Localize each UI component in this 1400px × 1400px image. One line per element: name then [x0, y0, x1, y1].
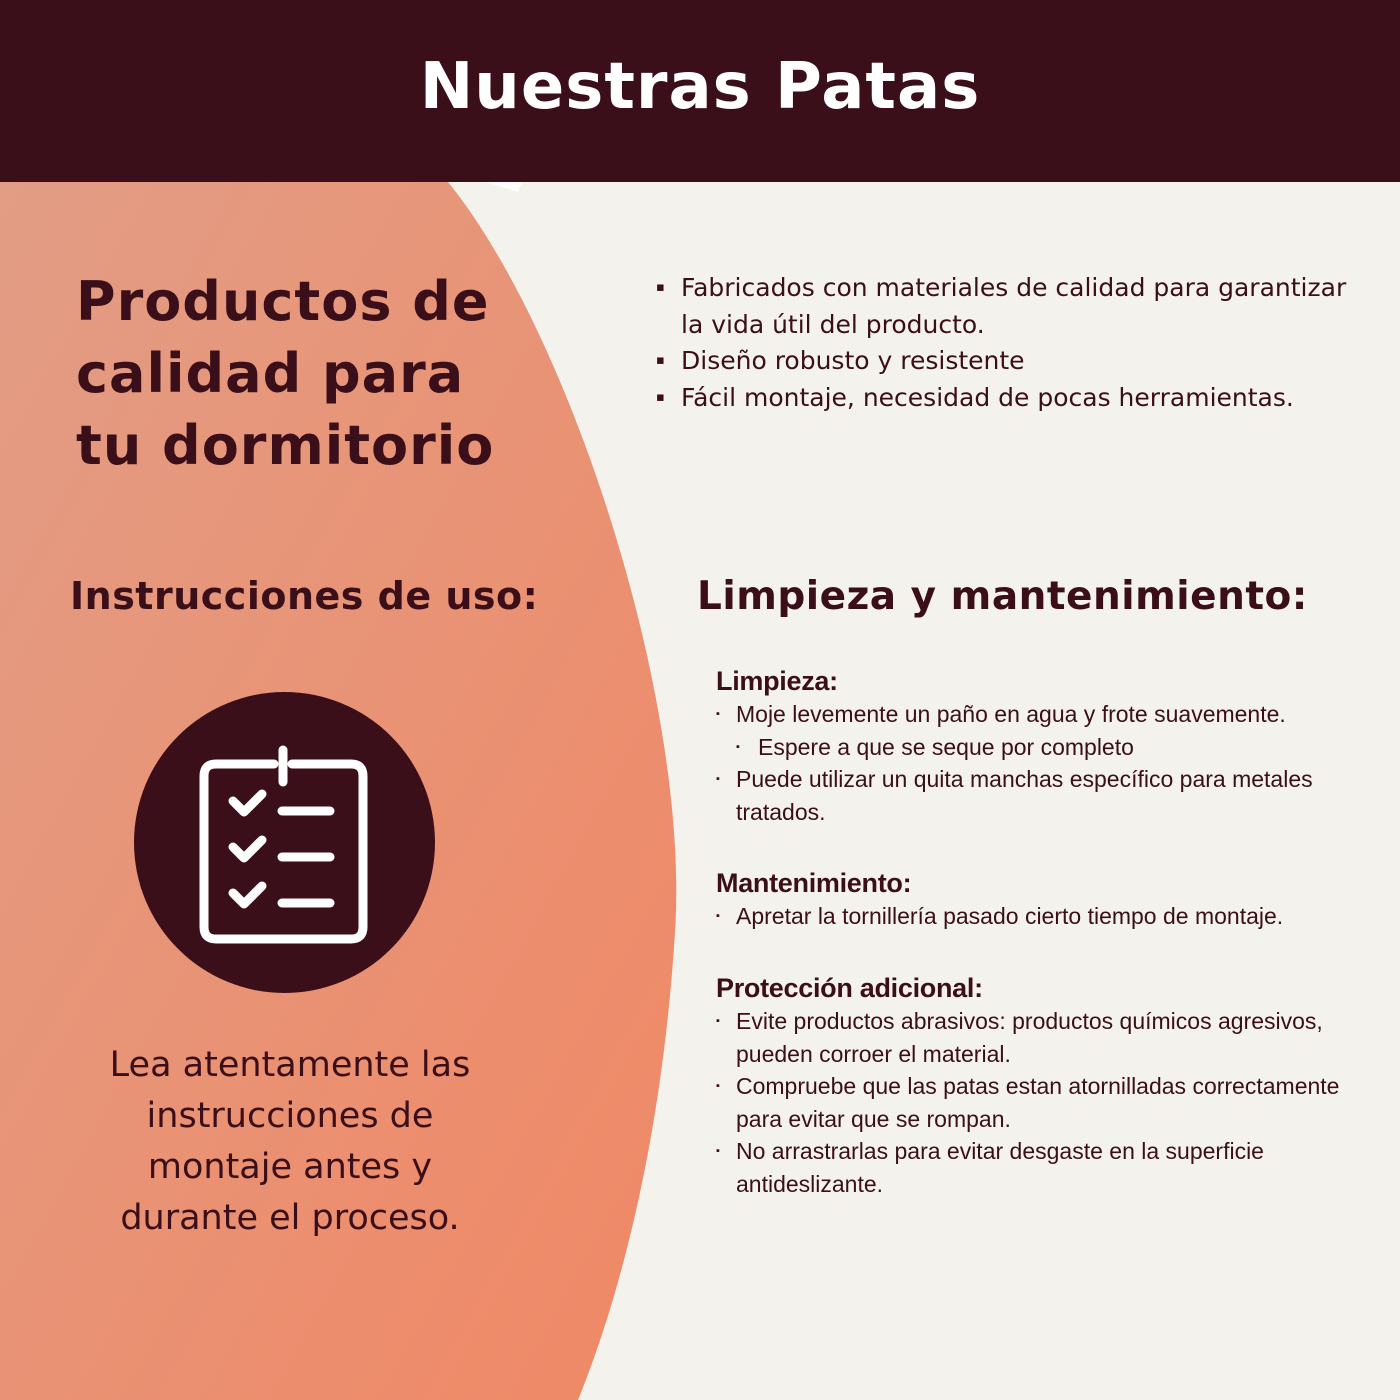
features-list: [656, 270, 1376, 416]
section-title: Mantenimiento:: [716, 868, 912, 898]
section-limpieza: [716, 664, 1376, 828]
list-item: ▪ No arrastrarlas para evitar desgaste en la superficie antideslizante.: [716, 1135, 1376, 1200]
list-subitem: ▪ Espere a que se seque por completo: [716, 731, 1376, 764]
clipboard-checklist-icon: [134, 692, 435, 993]
list-item: ▪ Evite productos abrasivos: productos químicos agresivos, pueden corroer el material.: [716, 1005, 1376, 1070]
instructions-heading: Instrucciones de uso:: [70, 574, 539, 618]
section-mantenimiento: [716, 866, 1376, 933]
instructions-text: Lea atentamente las instrucciones de montaje antes y durante el proceso.: [109, 1045, 471, 1238]
feature-item: ▪ Diseño robusto y resistente: [656, 343, 1376, 380]
section-title: Limpieza:: [716, 666, 838, 696]
list-item: ▪ Compruebe que las patas estan atornilladas correctamente para evitar que se rompan.: [716, 1070, 1376, 1135]
page-title: Nuestras Patas: [419, 50, 981, 124]
feature-item: ▪ Fácil montaje, necesidad de pocas herramientas.: [656, 380, 1376, 417]
section-proteccion: [716, 971, 1376, 1200]
list-item: ▪ Puede utilizar un quita manchas específico para metales tratados.: [716, 763, 1376, 828]
headline-line-2: calidad para: [76, 342, 465, 405]
list-item: ▪ Moje levemente un paño en agua y frote suavemente.: [716, 698, 1376, 731]
headline: [76, 266, 556, 482]
headline-line-3: tu dormitorio: [76, 414, 495, 477]
feature-item: ▪ Fabricados con materiales de calidad para garantizar la vida útil del producto.: [656, 270, 1376, 343]
header-bar: [0, 0, 1400, 182]
headline-line-1: Productos de: [76, 270, 490, 333]
list-item: ▪ Apretar la tornillería pasado cierto tiempo de montaje.: [716, 900, 1376, 933]
section-title: Protección adicional:: [716, 973, 983, 1003]
maintenance-heading: Limpieza y mantenimiento:: [697, 574, 1308, 619]
